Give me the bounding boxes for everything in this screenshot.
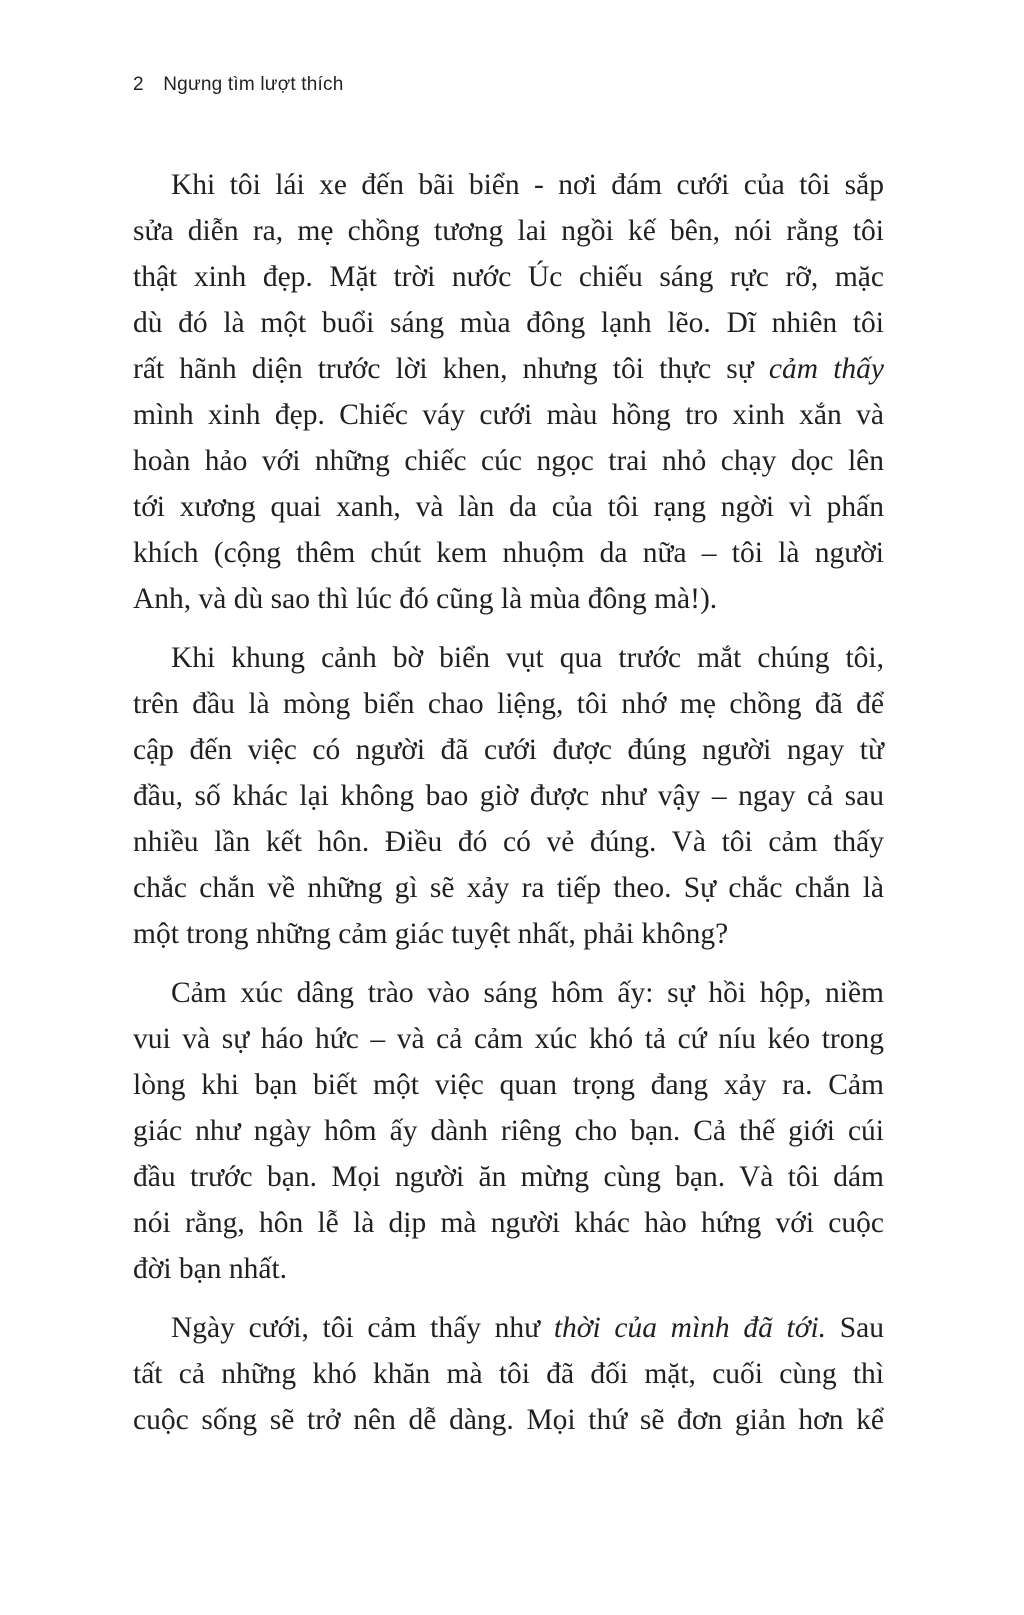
text-line: hoàn hảo với những chiếc cúc ngọc trai nhỏ chạy dọc lên xyxy=(133,445,884,477)
italic-run: cảm thấy xyxy=(768,353,885,385)
text-line: mình xinh đẹp. Chiếc váy cưới màu hồng tro xinh xắn và xyxy=(133,399,884,431)
text-line: đời bạn nhất. xyxy=(133,1253,288,1285)
running-header xyxy=(133,74,344,96)
text-line: Cảm xúc dâng trào vào sáng hôm ấy: sự hồi hộp, niềm xyxy=(171,977,884,1009)
text-line: dù đó là một buổi sáng mùa đông lạnh lẽo. Dĩ nhiên tôi xyxy=(133,307,884,339)
text-line: Khi tôi lái xe đến bãi biển - nơi đám cưới của tôi sắp xyxy=(171,169,884,201)
paragraph-4 xyxy=(133,1305,884,1443)
text-line: cuộc sống sẽ trở nên dễ dàng. Mọi thứ sẽ đơn giản hơn kể xyxy=(133,1404,884,1436)
text-line: tới xương quai xanh, và làn da của tôi rạng ngời vì phấn xyxy=(133,491,884,523)
text-line: thật xinh đẹp. Mặt trời nước Úc chiếu sáng rực rỡ, mặc xyxy=(133,261,884,293)
book-title: Ngưng tìm lượt thích xyxy=(163,74,344,95)
text-line: Khi khung cảnh bờ biển vụt qua trước mắt chúng tôi, xyxy=(171,642,884,674)
text-line: một trong những cảm giác tuyệt nhất, phải không? xyxy=(133,918,729,950)
text-line: đầu, số khác lại không bao giờ được như vậy – ngay cả sau xyxy=(133,780,884,812)
text-run: rất hãnh diện trước lời khen, nhưng tôi thực sự xyxy=(133,353,769,385)
text-run: Sau xyxy=(826,1312,884,1344)
text-line: nhiều lần kết hôn. Điều đó có vẻ đúng. Và tôi cảm thấy xyxy=(133,826,884,858)
text-line: lòng khi bạn biết một việc quan trọng đang xảy ra. Cảm xyxy=(133,1069,884,1101)
page-number: 2 xyxy=(133,74,144,95)
text-line: nói rằng, hôn lễ là dịp mà người khác hào hứng với cuộc xyxy=(133,1207,884,1239)
body-text xyxy=(133,162,884,1443)
italic-run: thời của mình đã tới. xyxy=(553,1312,827,1344)
text-line: chắc chắn về những gì sẽ xảy ra tiếp theo. Sự chắc chắn là xyxy=(133,872,884,904)
text-line: trên đầu là mòng biển chao liệng, tôi nhớ mẹ chồng đã để xyxy=(133,688,884,720)
text-line: Anh, và dù sao thì lúc đó cũng là mùa đông mà!). xyxy=(133,583,718,615)
paragraph-3 xyxy=(133,970,884,1292)
text-line xyxy=(133,346,884,392)
text-line: cập đến việc có người đã cưới được đúng người ngay từ xyxy=(133,734,884,766)
text-line xyxy=(133,1305,884,1351)
text-line: vui và sự háo hức – và cả cảm xúc khó tả cứ níu kéo trong xyxy=(133,1023,884,1055)
text-line: đầu trước bạn. Mọi người ăn mừng cùng bạn. Và tôi dám xyxy=(133,1161,884,1193)
text-run: Ngày cưới, tôi cảm thấy như xyxy=(171,1312,554,1344)
text-line: tất cả những khó khăn mà tôi đã đối mặt, cuối cùng thì xyxy=(133,1358,884,1390)
text-line: khích (cộng thêm chút kem nhuộm da nữa – tôi là người xyxy=(133,537,884,569)
paragraph-1 xyxy=(133,162,884,622)
text-line: sửa diễn ra, mẹ chồng tương lai ngồi kế bên, nói rằng tôi xyxy=(133,215,884,247)
text-line: giác như ngày hôm ấy dành riêng cho bạn. Cả thế giới cúi xyxy=(133,1115,884,1147)
paragraph-2 xyxy=(133,635,884,957)
